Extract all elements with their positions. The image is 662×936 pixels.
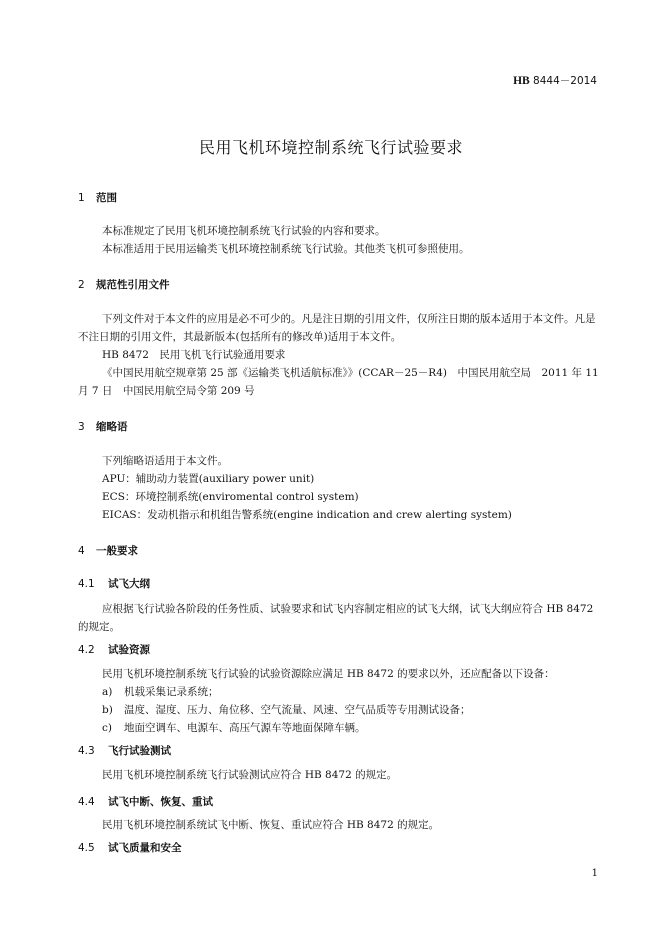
section-title: 试飞质量和安全 — [108, 842, 182, 854]
section-1-para-1: 本标准规定了民用飞机环境控制系统飞行试验的内容和要求。 — [102, 225, 386, 237]
subsection-4-3-heading — [78, 743, 171, 758]
abbrev-ecs: ECS：环境控制系统(enviromental control system) — [102, 491, 359, 503]
subsection-4-1-heading — [78, 576, 150, 591]
abbrev-eicas: EICAS：发动机指示和机组告警系统(engine indication and crew alerting system) — [102, 509, 512, 521]
reference-ccar25: 《中国民用航空规章第 25 部《运输类飞机适航标准》》(CCAR－25－R4) 中国民用航空局 2011 年 11 月 7 日 中国民用航空局令第 209 号 — [78, 367, 599, 397]
section-1-para-2: 本标准适用于民用运输类飞机环境控制系统飞行试验。其他类飞机可参照使用。 — [102, 243, 470, 255]
section-number: 2 — [78, 279, 85, 291]
section-title: 试验资源 — [108, 644, 150, 656]
section-3-heading — [78, 419, 128, 434]
standard-number — [513, 73, 597, 88]
subsection-4-1-text: 应根据飞行试验各阶段的任务性质、试验要求和试飞内容制定相应的试飞大纲，试飞大纲应符合 HB 8472 的规定。 — [78, 603, 594, 633]
subsection-4-2-heading — [78, 642, 150, 657]
abbrev-intro: 下列缩略语适用于本文件。 — [102, 455, 228, 467]
section-4-heading — [78, 543, 138, 558]
reference-hb8472: HB 8472 民用飞机飞行试验通用要求 — [102, 349, 286, 361]
section-title: 试飞大纲 — [108, 578, 150, 590]
section-number: 4.2 — [78, 644, 95, 656]
list-text: 温度、湿度、压力、角位移、空气流量、风速、空气品质等专用测试设备； — [124, 704, 471, 716]
list-item — [102, 684, 219, 699]
document-title: 民用飞机环境控制系统飞行试验要求 — [198, 138, 463, 157]
list-text: 机载采集记录系统； — [124, 686, 219, 698]
standard-prefix: HB — [513, 75, 530, 87]
section-number: 4.5 — [78, 842, 95, 854]
section-number: 1 — [78, 192, 85, 204]
list-marker: a) — [102, 686, 113, 698]
section-title: 一般要求 — [96, 545, 138, 557]
subsection-4-4-heading — [78, 794, 213, 809]
section-title: 范围 — [96, 192, 117, 204]
section-title: 缩略语 — [96, 421, 128, 433]
section-number: 4.1 — [78, 578, 95, 590]
section-number: 3 — [78, 421, 85, 433]
list-marker: c) — [102, 722, 112, 734]
section-title: 飞行试验测试 — [108, 745, 171, 757]
abbrev-apu: APU：辅助动力装置(auxiliary power unit) — [102, 473, 315, 485]
subsection-4-5-heading — [78, 840, 182, 855]
subsection-4-4-text: 民用飞机环境控制系统试飞中断、恢复、重试应符合 HB 8472 的规定。 — [102, 819, 440, 831]
list-item — [102, 720, 366, 735]
section-2-heading — [78, 277, 170, 292]
section-title: 试飞中断、恢复、重试 — [108, 796, 213, 808]
section-title: 规范性引用文件 — [96, 279, 170, 291]
section-1-heading — [78, 190, 117, 205]
list-text: 地面空调车、电源车、高压气源车等地面保障车辆。 — [124, 722, 366, 734]
page-number: 1 — [591, 868, 598, 879]
standard-code: 8444－2014 — [533, 75, 597, 87]
list-item — [102, 702, 471, 717]
subsection-4-2-text: 民用飞机环境控制系统飞行试验的试验资源除应满足 HB 8472 的要求以外，还应配备以下设备： — [102, 668, 555, 680]
section-number: 4.4 — [78, 796, 95, 808]
subsection-4-3-text: 民用飞机环境控制系统飞行试验测试应符合 HB 8472 的规定。 — [102, 769, 398, 781]
section-2-para-1: 下列文件对于本文件的应用是必不可少的。凡是注日期的引用文件，仅所注日期的版本适用于本文件。凡是不注日期的引用文件，其最新版本(包括所有的修改单)适用于本文件。 — [78, 313, 596, 343]
section-number: 4 — [78, 545, 85, 557]
section-number: 4.3 — [78, 745, 95, 757]
list-marker: b) — [102, 704, 113, 716]
